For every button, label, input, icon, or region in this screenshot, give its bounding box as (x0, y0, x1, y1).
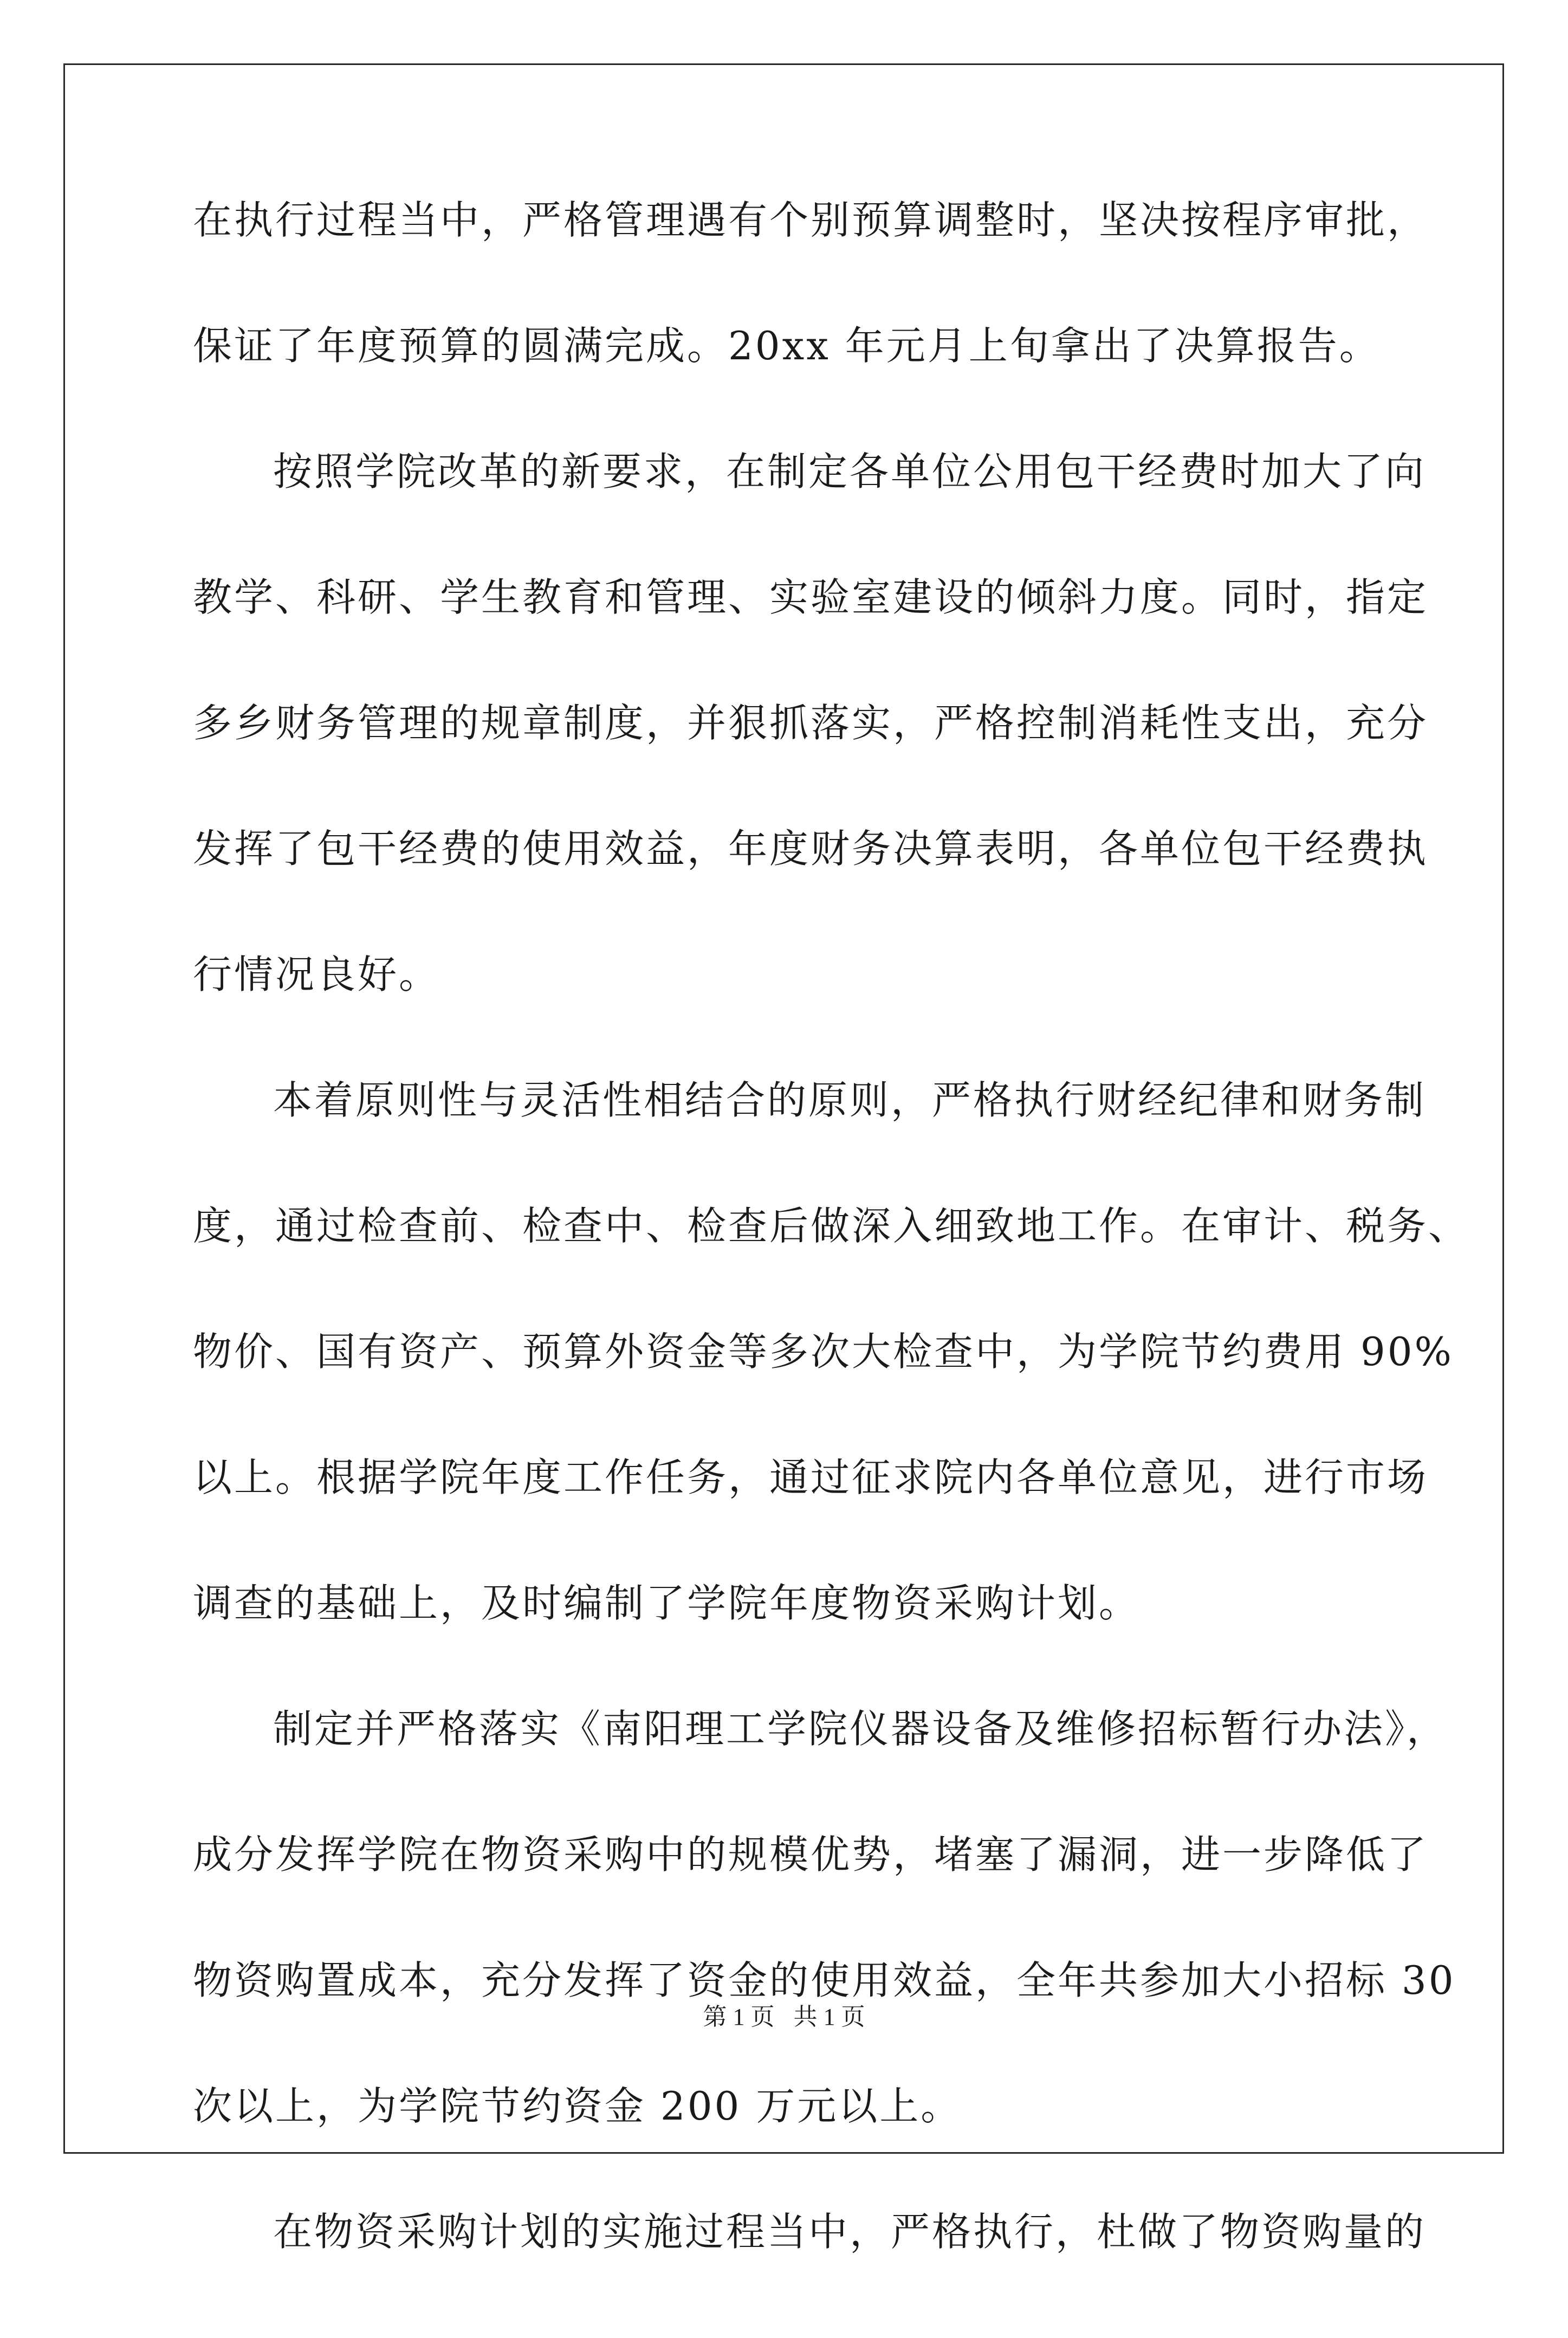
text-line: 教学、科研、学生教育和管理、实验室建设的倾斜力度。同时，指定 (193, 574, 1429, 620)
text-line: 本着原则性与灵活性相结合的原则，严格执行财经纪律和财务制 (273, 1077, 1427, 1123)
text-line: 度，通过检查前、检查中、检查后做深入细致地工作。在审计、税务、 (193, 1203, 1470, 1249)
text-line: 在物资采购计划的实施过程当中，严格执行，杜做了物资购量的 (273, 2209, 1427, 2255)
page-number: 第 1 页 (703, 2004, 775, 2030)
text-line: 物价、国有资产、预算外资金等多次大检查中，为学院节约费用 90% (193, 1329, 1454, 1374)
text-line: 成分发挥学院在物资采购中的规模优势，堵塞了漏洞，进一步降低了 (193, 1832, 1429, 1877)
text-line: 调查的基础上，及时编制了学院年度物资采购计划。 (193, 1580, 1141, 1626)
text-line: 发挥了包干经费的使用效益，年度财务决算表明，各单位包干经费执 (193, 826, 1429, 871)
text-line: 制定并严格落实《南阳理工学院仪器设备及维修招标暂行办法》， (273, 1706, 1448, 1752)
page-total: 共 1 页 (793, 2004, 865, 2030)
text-line: 在执行过程当中，严格管理遇有个别预算调整时，坚决按程序审批， (193, 197, 1429, 243)
text-line: 多乡财务管理的规章制度，并狠抓落实，严格控制消耗性支出，充分 (193, 700, 1429, 746)
text-line: 以上。根据学院年度工作任务，通过征求院内各单位意见，进行市场 (193, 1455, 1429, 1500)
text-line: 保证了年度预算的圆满完成。20xx 年元月上旬拿出了决算报告。 (193, 323, 1381, 369)
text-line: 次以上，为学院节约资金 200 万元以上。 (193, 2083, 962, 2129)
page-footer (0, 1997, 1568, 2032)
text-line: 物资购置成本，充分发挥了资金的使用效益，全年共参加大小招标 30 (193, 1958, 1456, 2003)
text-line: 行情况良好。 (193, 952, 440, 997)
text-line: 按照学院改革的新要求，在制定各单位公用包干经费时加大了向 (273, 449, 1427, 494)
